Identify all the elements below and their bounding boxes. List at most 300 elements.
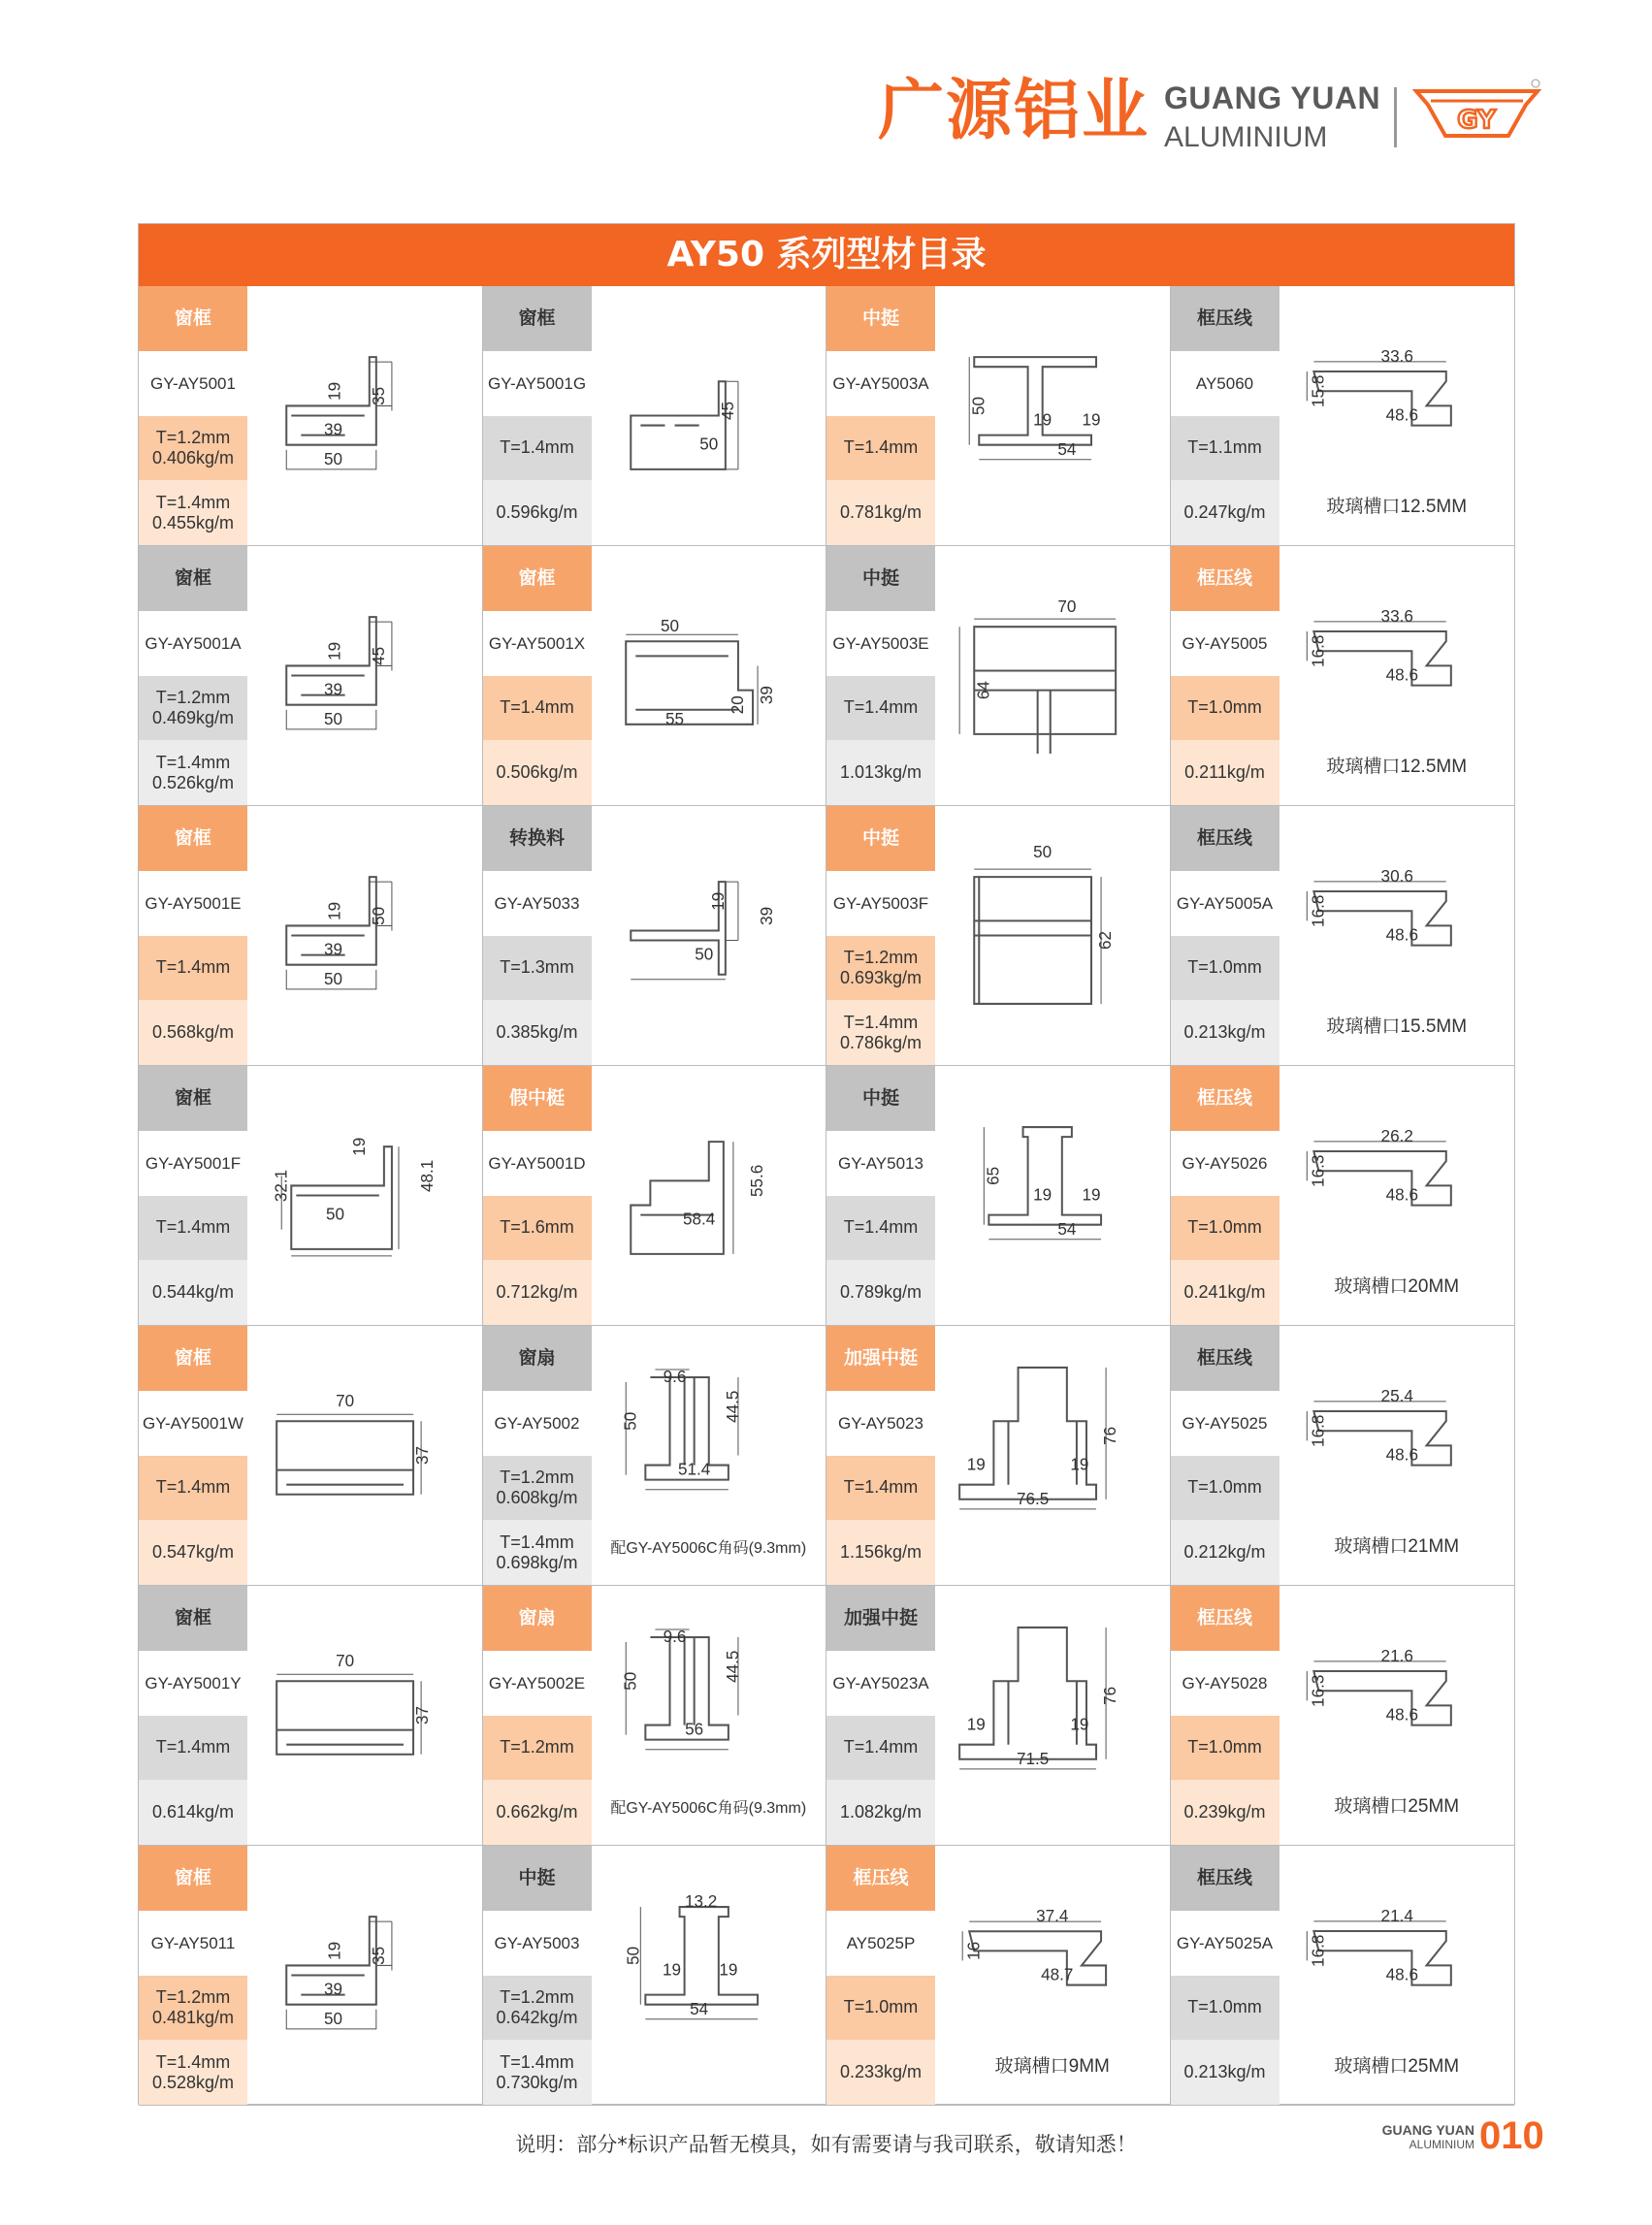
profile-cell	[139, 1066, 483, 1326]
profile-outline	[988, 1127, 1101, 1225]
profile-outline	[1313, 631, 1450, 686]
profile-spec-primary: T=1.4mm	[139, 936, 247, 1001]
dimension-label: 16.3	[1307, 1154, 1327, 1187]
profile-drawing	[1279, 806, 1515, 1065]
dimension-label: 50	[324, 709, 343, 728]
dimension-line	[959, 1368, 1106, 1509]
dimension-label: 50	[324, 2009, 343, 2028]
profile-outline	[1313, 891, 1450, 946]
profile-category: 中挺	[826, 546, 935, 611]
dimension-label: 44.5	[723, 1390, 742, 1423]
dimension-line	[1307, 362, 1445, 401]
profile-model: GY-AY5001E	[139, 871, 247, 936]
profile-category: 窗框	[139, 1586, 247, 1651]
profile-info-column	[826, 1586, 935, 1845]
profile-spec-primary: T=1.3mm	[483, 936, 592, 1001]
dimension-label: 54	[689, 1999, 708, 2018]
profile-spec-secondary: 0.385kg/m	[483, 1000, 592, 1065]
dimension-label: 70	[336, 1652, 355, 1671]
profile-category: 框压线	[1171, 806, 1279, 871]
profile-drawing	[935, 546, 1170, 805]
profile-cell	[1171, 546, 1515, 806]
dimension-label: 26.2	[1380, 1125, 1413, 1145]
dimension-line	[959, 1628, 1106, 1769]
profile-cross-section	[247, 1066, 482, 1325]
profile-cross-section	[592, 546, 826, 805]
dimension-label: 50	[620, 1671, 639, 1691]
profile-model: GY-AY5005A	[1171, 871, 1279, 936]
profile-spec-primary: T=1.4mm	[483, 676, 592, 741]
dimension-label: 50	[969, 396, 988, 415]
profile-info-column	[139, 1586, 247, 1845]
profile-cross-section	[935, 286, 1170, 545]
profile-spec-secondary: 0.213kg/m	[1171, 1000, 1279, 1065]
dimension-label: 16.8	[1307, 634, 1327, 667]
dimension-label: 55.6	[747, 1164, 766, 1198]
profile-drawing	[247, 1066, 482, 1325]
profile-info-column	[1171, 1066, 1279, 1325]
footer-note: 说明：部分*标识产品暂无模具，如有需要请与我司联系，敬请知悉！	[515, 2133, 1137, 2156]
dimension-label: 76.5	[1016, 1489, 1050, 1508]
profile-note: 玻璃槽口25MM	[1334, 2056, 1460, 2077]
profile-spec-secondary: 0.614kg/m	[139, 1780, 247, 1845]
profile-cross-section	[247, 286, 482, 545]
dimension-label: 64	[974, 681, 993, 700]
dimension-label: 54	[1057, 439, 1077, 459]
dimension-label: 48.6	[1385, 664, 1418, 685]
profile-outline	[684, 1637, 694, 1725]
profile-outline	[974, 627, 1116, 734]
profile-info-column	[483, 286, 592, 545]
profile-cell	[826, 286, 1171, 546]
dimension-label: 62	[1096, 931, 1116, 951]
profile-spec-secondary: T=1.4mm 0.526kg/m	[139, 740, 247, 805]
profile-model: GY-AY5001W	[139, 1391, 247, 1456]
dimension-line	[725, 381, 737, 469]
profile-spec-primary: T=1.0mm	[1171, 1456, 1279, 1521]
profile-cross-section	[247, 1586, 482, 1845]
dimension-label: 19	[718, 1960, 737, 1980]
dimension-label: 71.5	[1016, 1749, 1050, 1768]
profile-cell	[1171, 286, 1515, 546]
profile-drawing	[1279, 546, 1515, 805]
dimension-label: 15.8	[1307, 374, 1327, 407]
profile-spec-secondary: 0.568kg/m	[139, 1000, 247, 1065]
brand-name-en-line2: ALUMINIUM	[1164, 121, 1328, 153]
profile-info-column	[1171, 1586, 1279, 1845]
profile-cell	[826, 806, 1171, 1066]
profile-model: GY-AY5001Y	[139, 1651, 247, 1716]
profile-spec-secondary: 0.239kg/m	[1171, 1780, 1279, 1845]
dimension-label: 50	[660, 617, 679, 636]
brand-header	[878, 73, 1557, 170]
dimension-label: 16	[964, 1941, 984, 1960]
dimension-label: 48.6	[1385, 924, 1418, 945]
profile-spec-secondary: 1.013kg/m	[826, 740, 935, 805]
profile-outline	[1313, 1931, 1450, 1985]
dimension-label: 33.6	[1380, 605, 1413, 626]
dimension-label: 48.6	[1385, 1444, 1418, 1465]
dimension-label: 50	[324, 449, 343, 468]
profile-category: 框压线	[1171, 546, 1279, 611]
profile-spec-primary: T=1.0mm	[1171, 676, 1279, 741]
profile-spec-primary: T=1.2mm 0.693kg/m	[826, 936, 935, 1001]
profile-cell	[139, 286, 483, 546]
dimension-label: 35	[369, 1946, 388, 1965]
profile-category: 框压线	[1171, 1326, 1279, 1391]
profile-cross-section	[935, 806, 1170, 1065]
dimension-label: 19	[966, 1455, 986, 1474]
profile-drawing	[247, 546, 482, 805]
profile-cross-section	[592, 1846, 826, 2105]
profile-category: 窗扇	[483, 1326, 592, 1391]
dimension-label: 16.3	[1307, 1674, 1327, 1707]
profile-model: GY-AY5026	[1171, 1131, 1279, 1196]
profile-category: 窗框	[139, 286, 247, 351]
profile-cell	[1171, 1846, 1515, 2106]
dimension-label: 76	[1101, 1426, 1120, 1445]
dimension-label: 19	[1033, 410, 1053, 430]
profile-cell	[1171, 1066, 1515, 1326]
dimension-label: 54	[1057, 1219, 1077, 1239]
profile-info-column	[826, 546, 935, 805]
dimension-label: 48.6	[1385, 1964, 1418, 1984]
profile-category: 假中梃	[483, 1066, 592, 1131]
profile-info-column	[139, 1066, 247, 1325]
profile-cross-section	[247, 806, 482, 1065]
profile-note: 玻璃槽口15.5MM	[1326, 1016, 1468, 1037]
dimension-label: 19	[966, 1715, 986, 1734]
dimension-label: 35	[369, 386, 388, 405]
profile-cell	[826, 1846, 1171, 2106]
profile-outline	[974, 670, 1116, 754]
profile-category: 加强中挺	[826, 1586, 935, 1651]
profile-drawing	[247, 1846, 482, 2105]
dimension-line	[276, 1674, 421, 1755]
dimension-label: 39	[757, 906, 776, 925]
profile-category: 中挺	[826, 806, 935, 871]
profile-outline	[276, 1470, 413, 1485]
profile-outline	[1313, 1151, 1450, 1206]
dimension-label: 37	[413, 1705, 433, 1725]
profile-info-column	[1171, 1326, 1279, 1585]
dimension-line	[276, 1414, 421, 1495]
dimension-label: 33.6	[1380, 345, 1413, 366]
profile-model: GY-AY5033	[483, 871, 592, 936]
profile-outline	[291, 1146, 392, 1249]
profile-cell	[483, 1846, 827, 2106]
profile-cell	[483, 546, 827, 806]
profile-outline	[969, 1931, 1106, 1984]
profile-note: 玻璃槽口12.5MM	[1326, 497, 1468, 517]
profile-info-column	[139, 1326, 247, 1585]
profile-drawing	[592, 286, 826, 545]
profile-model: GY-AY5005	[1171, 611, 1279, 676]
profile-cell	[139, 806, 483, 1066]
profile-spec-secondary: 0.233kg/m	[826, 2040, 935, 2105]
profile-drawing	[1279, 1066, 1515, 1325]
profile-cell	[1171, 1326, 1515, 1586]
profile-cell	[483, 286, 827, 546]
profile-cross-section	[247, 1846, 482, 2105]
profile-cross-section	[592, 1066, 826, 1325]
profile-cross-section	[935, 1066, 1170, 1325]
profile-category: 框压线	[1171, 1066, 1279, 1131]
profile-category: 窗框	[139, 806, 247, 871]
dimension-label: 16.8	[1307, 1414, 1327, 1447]
profile-spec-primary: T=1.4mm	[139, 1716, 247, 1781]
catalog-title: AY50 系列型材目录	[139, 224, 1514, 286]
profile-cell	[483, 1066, 827, 1326]
profile-model: AY5060	[1171, 351, 1279, 416]
profile-drawing	[247, 286, 482, 545]
profile-outline	[635, 656, 738, 709]
dimension-label: 65	[984, 1166, 1003, 1185]
dimension-label: 19	[662, 1960, 681, 1980]
profile-info-column	[483, 806, 592, 1065]
dimension-label: 39	[324, 680, 343, 699]
profile-spec-secondary: 0.596kg/m	[483, 480, 592, 545]
profile-info-column	[483, 1066, 592, 1325]
dimension-label: 50	[1033, 843, 1053, 861]
dimension-label: 70	[336, 1392, 355, 1411]
profile-spec-primary: T=1.2mm 0.608kg/m	[483, 1456, 592, 1521]
profile-category: 窗框	[139, 1846, 247, 1911]
profile-category: 窗框	[483, 546, 592, 611]
profile-outline	[1008, 1421, 1076, 1484]
profile-info-column	[1171, 286, 1279, 545]
profile-info-column	[1171, 1846, 1279, 2105]
profile-spec-primary: T=1.0mm	[1171, 936, 1279, 1001]
profile-info-column	[483, 1586, 592, 1845]
profile-spec-secondary: 0.247kg/m	[1171, 480, 1279, 545]
profile-cell	[139, 546, 483, 806]
profile-model: GY-AY5013	[826, 1131, 935, 1196]
dimension-label: 19	[1082, 1185, 1101, 1205]
profile-model: GY-AY5003A	[826, 351, 935, 416]
profile-model: AY5025P	[826, 1911, 935, 1976]
profile-drawing	[935, 1066, 1170, 1325]
footer-brand-line2: ALUMINIUM	[1409, 2138, 1474, 2151]
profile-info-column	[483, 1326, 592, 1585]
profile-note: 配GY-AY5006C角码(9.3mm)	[610, 1540, 807, 1557]
svg-text:GY: GY	[1457, 106, 1496, 135]
profile-spec-primary: T=1.4mm	[826, 1456, 935, 1521]
dimension-label: 76	[1101, 1686, 1120, 1705]
profile-category: 窗框	[483, 286, 592, 351]
profile-category: 加强中挺	[826, 1326, 935, 1391]
profile-drawing	[935, 806, 1170, 1065]
profile-outline	[1313, 1411, 1450, 1466]
dimension-label: 16.8	[1307, 1934, 1327, 1967]
profile-cell	[826, 1066, 1171, 1326]
profile-outline	[276, 1730, 413, 1745]
profile-outline	[645, 1907, 758, 2005]
dimension-label: 48.6	[1385, 404, 1418, 425]
dimension-line	[962, 1921, 1101, 1960]
profile-model: GY-AY5025A	[1171, 1911, 1279, 1976]
profile-category: 中挺	[826, 286, 935, 351]
dimension-line	[1307, 1142, 1445, 1180]
profile-cell	[483, 806, 827, 1066]
profile-spec-secondary: 1.082kg/m	[826, 1780, 935, 1845]
profile-note: 玻璃槽口21MM	[1334, 1536, 1460, 1557]
profile-outline	[1313, 1671, 1450, 1725]
profile-cell	[826, 1586, 1171, 1846]
profile-spec-primary: T=1.2mm 0.481kg/m	[139, 1976, 247, 2041]
profile-spec-secondary: T=1.4mm 0.455kg/m	[139, 480, 247, 545]
profile-info-column	[1171, 806, 1279, 1065]
profile-cell	[139, 1846, 483, 2106]
dimension-label: 19	[708, 891, 728, 911]
profile-spec-primary: T=1.4mm	[826, 1196, 935, 1261]
profile-drawing	[592, 546, 826, 805]
brand-name-en-line1: GUANG YUAN	[1164, 81, 1381, 115]
dimension-label: 50	[698, 435, 718, 454]
profile-outline	[276, 1681, 413, 1754]
profile-spec-secondary: T=1.4mm 0.698kg/m	[483, 1520, 592, 1585]
profile-info-column	[483, 546, 592, 805]
profile-outline	[974, 877, 1091, 1004]
profile-drawing	[592, 1066, 826, 1325]
dimension-label: 21.4	[1380, 1905, 1413, 1925]
profile-info-column	[139, 546, 247, 805]
dimension-label: 45	[369, 646, 388, 665]
dimension-label: 55	[664, 709, 684, 728]
profile-category: 框压线	[1171, 1586, 1279, 1651]
profile-drawing	[247, 806, 482, 1065]
page-number: 010	[1479, 2114, 1544, 2157]
profile-outline	[1008, 1681, 1076, 1744]
profile-model: GY-AY5001F	[139, 1131, 247, 1196]
catalog-grid	[139, 286, 1514, 2106]
profile-drawing	[592, 806, 826, 1065]
profile-model: GY-AY5001A	[139, 611, 247, 676]
profile-category: 中挺	[826, 1066, 935, 1131]
dimension-label: 58.4	[682, 1209, 715, 1229]
profile-info-column	[139, 806, 247, 1065]
profile-spec-secondary: 0.712kg/m	[483, 1260, 592, 1325]
profile-model: GY-AY5011	[139, 1911, 247, 1976]
profile-drawing	[935, 1326, 1170, 1585]
profile-spec-secondary: 1.156kg/m	[826, 1520, 935, 1585]
dimension-label: 19	[325, 1941, 344, 1960]
profile-cell	[483, 1586, 827, 1846]
dimension-label: 19	[325, 381, 344, 401]
profile-spec-primary: T=1.1mm	[1171, 416, 1279, 481]
profile-spec-primary: T=1.0mm	[826, 1976, 935, 2041]
footer-brand-line1: GUANG YUAN	[1381, 2122, 1474, 2138]
profile-spec-secondary: T=1.4mm 0.786kg/m	[826, 1000, 935, 1065]
profile-outline	[276, 1421, 413, 1494]
dimension-label: 39	[324, 940, 343, 959]
dimension-label: 19	[1070, 1715, 1089, 1734]
brand-divider	[1394, 87, 1397, 147]
profile-drawing	[1279, 1326, 1515, 1585]
profile-model: GY-AY5028	[1171, 1651, 1279, 1716]
profile-model: GY-AY5001X	[483, 611, 592, 676]
profile-spec-secondary: 0.241kg/m	[1171, 1260, 1279, 1325]
dimension-label: 70	[1057, 597, 1077, 617]
dimension-label: 48.6	[1385, 1704, 1418, 1725]
profile-cross-section	[247, 546, 482, 805]
profile-cell	[139, 1326, 483, 1586]
profile-category: 框压线	[1171, 286, 1279, 351]
profile-model: GY-AY5003E	[826, 611, 935, 676]
dimension-line	[1307, 622, 1445, 661]
profile-cell	[1171, 806, 1515, 1066]
profile-spec-primary: T=1.4mm	[483, 416, 592, 481]
profile-drawing	[1279, 1586, 1515, 1845]
profile-spec-secondary: 0.213kg/m	[1171, 2040, 1279, 2105]
profile-drawing	[247, 1326, 482, 1585]
profile-spec-secondary: 0.506kg/m	[483, 740, 592, 805]
profile-spec-secondary: 0.781kg/m	[826, 480, 935, 545]
profile-category: 中挺	[483, 1846, 592, 1911]
profile-category: 框压线	[1171, 1846, 1279, 1911]
profile-drawing	[1279, 1846, 1515, 2105]
profile-spec-primary: T=1.4mm	[826, 1716, 935, 1781]
dimension-label: 20	[728, 695, 747, 715]
dimension-line	[1307, 1921, 1445, 1960]
profile-note: 配GY-AY5006C角码(9.3mm)	[610, 1800, 807, 1817]
profile-spec-primary: T=1.4mm	[826, 416, 935, 481]
profile-drawing	[592, 1326, 826, 1585]
profile-drawing	[1279, 286, 1515, 545]
profile-drawing	[935, 1846, 1170, 2105]
dimension-label: 50	[326, 1205, 345, 1224]
profile-model: GY-AY5003F	[826, 871, 935, 936]
dimension-line	[1307, 1661, 1445, 1700]
profile-cross-section	[935, 546, 1170, 805]
dimension-label: 39	[324, 1980, 343, 1999]
profile-cross-section	[935, 1586, 1170, 1845]
profile-cell	[139, 1586, 483, 1846]
dimension-label: 48.7	[1041, 1965, 1074, 1984]
profile-category: 框压线	[826, 1846, 935, 1911]
profile-spec-primary: T=1.4mm	[826, 676, 935, 741]
dimension-label: 19	[1082, 410, 1101, 430]
profile-model: GY-AY5002	[483, 1391, 592, 1456]
dimension-label: 13.2	[684, 1892, 717, 1912]
profile-drawing	[935, 286, 1170, 545]
dimension-label: 39	[324, 420, 343, 439]
profile-spec-primary: T=1.6mm	[483, 1196, 592, 1261]
profile-spec-primary: T=1.2mm 0.642kg/m	[483, 1976, 592, 2041]
profile-spec-primary: T=1.4mm	[139, 1196, 247, 1261]
profile-drawing	[592, 1586, 826, 1845]
profile-info-column	[826, 1846, 935, 2105]
profile-cell	[483, 1326, 827, 1586]
dimension-label: 9.6	[663, 1628, 686, 1647]
dimension-label: 25.4	[1380, 1385, 1413, 1405]
dimension-label: 50	[623, 1946, 642, 1965]
dimension-label: 19	[325, 901, 344, 920]
profile-spec-secondary: 0.789kg/m	[826, 1260, 935, 1325]
dimension-label: 16.8	[1307, 894, 1327, 927]
dimension-label: 32.1	[272, 1169, 291, 1203]
profile-model: GY-AY5023A	[826, 1651, 935, 1716]
profile-spec-secondary: 0.547kg/m	[139, 1520, 247, 1585]
profile-spec-secondary: 0.211kg/m	[1171, 740, 1279, 805]
dimension-label: 9.6	[663, 1368, 686, 1387]
profile-spec-primary: T=1.0mm	[1171, 1716, 1279, 1781]
dimension-label: 50	[620, 1411, 639, 1431]
brand-shield-icon	[1411, 78, 1542, 145]
profile-category: 窗框	[139, 546, 247, 611]
profile-info-column	[826, 1066, 935, 1325]
profile-model: GY-AY5025	[1171, 1391, 1279, 1456]
